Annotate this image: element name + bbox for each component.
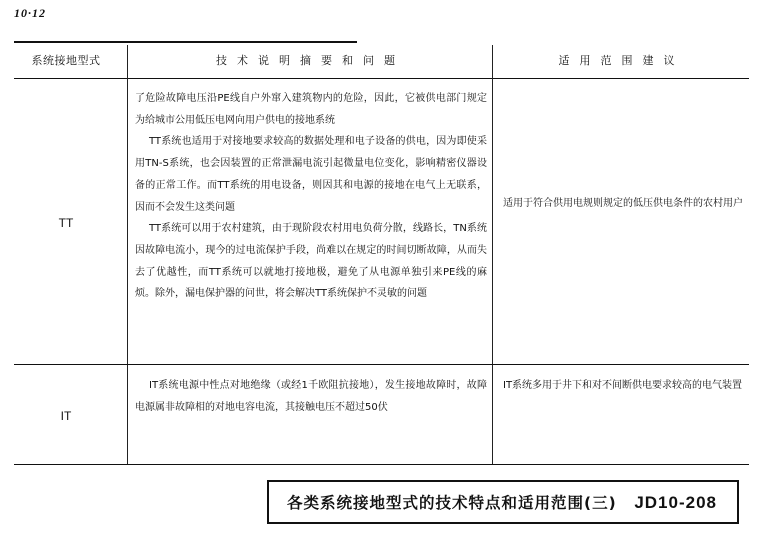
header-bottom-rule [14,78,749,79]
header-type-label: 系统接地型式 [31,54,101,67]
footer-title-box [267,480,739,524]
row-it-application-text: IT系统多用于井下和对不间断供电要求较高的电气装置 [503,380,743,391]
row-tt-description [135,88,487,305]
row-tt-description-para-1: 了危险故障电压沿PE线自户外窜入建筑物内的危险，因此，它被供电部门规定为给城市公用低压电网向用户供电的接地系统 [135,93,487,126]
footer-drawing-code: JD10-208 [634,493,717,512]
row-tt-description-para-3: TT系统可以用于农村建筑，由于现阶段农村用电负荷分散，线路长，TN系统因故障电流小，现今的过电流保护手段，尚难以在规定的时间切断故障，从而失去了优越性，而TT系统可以就地打接地极，避免了从电源单独引来PE线的麻烦。除外，漏电保护器的问世，将会解决TT系统保护不灵敏的问题 [135,223,487,300]
column-divider-left [127,45,128,465]
row-tt-type-label: TT [58,216,74,230]
table-bottom-rule [14,464,749,465]
row-it-type [14,368,118,464]
row-tt-type [14,84,118,362]
row-it-application [503,375,748,396]
header-description-label: 技术说明摘要和问题 [216,54,405,67]
header-application [494,47,749,73]
row-separator [14,364,749,365]
row-it-type-label: IT [60,409,72,423]
row-tt-description-para-2: TT系统也适用于对接地要求较高的数据处理和电子设备的供电，因为即使采用TN-S系统，也会因装置的正常泄漏电流引起微量电位变化，影响精密仪器设备的正常工作。而TT系统的用电设备，则因其和电源的接地在电气上无联系，因而不会发生这类问题 [135,136,487,213]
header-type [14,47,118,73]
row-it-description-para-1: IT系统电源中性点对地绝缘（或经1千欧阻抗接地），发生接地故障时，故障电源属非故障相的对地电容电流，其接触电压不超过50伏 [135,380,487,413]
page-number: 10·12 [14,6,46,20]
footer-title: 各类系统接地型式的技术特点和适用范围(三) [287,494,617,512]
row-tt-application-text: 适用于符合供用电规则规定的低压供电条件的农村用户 [503,198,743,209]
row-it-description [135,375,487,418]
header-description [128,47,493,73]
column-divider-right [492,45,493,465]
top-rule [14,41,357,43]
header-application-label: 适用范围建议 [558,54,685,67]
row-tt-application [503,193,748,214]
